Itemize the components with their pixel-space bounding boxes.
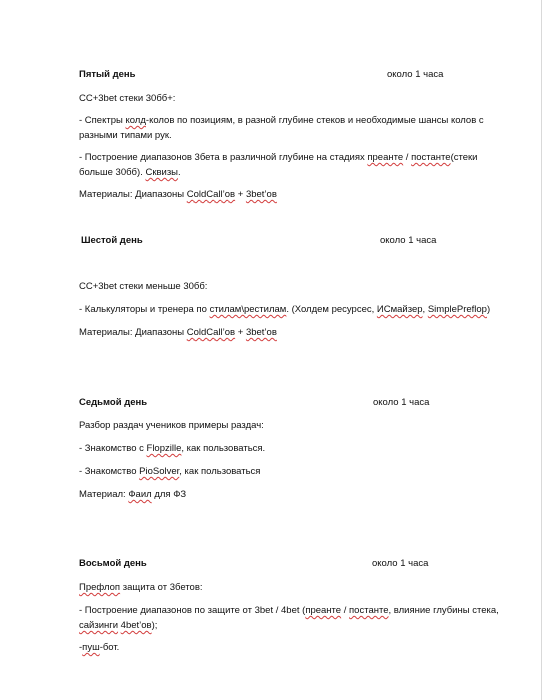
text-run: СС+3bet стеки меньше 30бб: (79, 281, 208, 292)
text-run: - Построение диапазонов 3бета в различной глубине на стадиях (79, 152, 368, 163)
text-run: Разбор раздач учеников примеры раздач: (79, 420, 264, 431)
text-run: Материалы: Диапазоны (79, 327, 187, 338)
text-run: - Калькуляторы и тренера по (79, 304, 210, 315)
flagged-word: колд (125, 115, 146, 126)
text-run: / (403, 152, 412, 163)
paragraph (79, 441, 499, 456)
text-run: защита от 3бетов: (120, 582, 203, 593)
flagged-word: стилам\рестилам (209, 304, 287, 315)
materials-line (79, 325, 499, 340)
section-duration: около 1 часа (373, 397, 430, 408)
text-run: Материалы: Диапазоны (79, 189, 187, 200)
text-run: ); (151, 620, 158, 631)
paragraph (79, 113, 499, 143)
flagged-word: PioSolver (139, 466, 180, 477)
paragraph (79, 302, 499, 317)
materials-line (79, 187, 499, 202)
flagged-word: ColdCall’ов (186, 327, 236, 338)
flagged-word: пуш (82, 642, 100, 653)
text-run: для ФЗ (151, 489, 187, 500)
flagged-word: Префлоп (79, 582, 121, 593)
flagged-word: 3bet’ов (245, 327, 277, 338)
paragraph (79, 91, 499, 106)
flagged-word: Сквизы (145, 167, 179, 178)
flagged-word: преанте (305, 605, 342, 616)
section-duration: около 1 часа (380, 235, 437, 246)
text-run: / (341, 605, 350, 616)
text-run: . (Холдем ресурсес, (286, 304, 377, 315)
paragraph (79, 279, 499, 294)
text-run: ) (486, 304, 491, 315)
flagged-word: Фаил (128, 489, 152, 500)
text-run: - Знакомство (79, 466, 140, 477)
paragraph (79, 418, 499, 433)
paragraph (79, 640, 499, 655)
text-run: - Построение диапазонов по защите от 3bet / 4bet ( (79, 605, 306, 616)
paragraph (79, 603, 499, 633)
text-run: -бот. (99, 642, 120, 653)
flagged-word: ИСмайзер (376, 304, 423, 315)
text-run: , как пользоваться (179, 466, 261, 477)
paragraph (79, 150, 499, 180)
text-run: - Спектры (79, 115, 126, 126)
text-run: - (79, 642, 83, 653)
section-title: Седьмой день (79, 397, 148, 408)
paragraph (79, 580, 499, 595)
flagged-word: Flopzille (146, 443, 182, 454)
flagged-word: преанте (367, 152, 404, 163)
text-run: , как пользоваться. (181, 443, 266, 454)
text-run: Материал: (79, 489, 129, 500)
section-duration: около 1 часа (372, 558, 429, 569)
text-run: -колов по позициям, в разной глубине стеков и необходимые шансы колов с разными типами рук. (79, 115, 484, 141)
text-run: + (235, 189, 246, 200)
text-run: , влияние глубины стека, (388, 605, 499, 616)
text-run: СС+3bet стеки 30бб+: (79, 93, 176, 104)
flagged-word: 4bet’ов (120, 620, 152, 631)
paragraph (79, 464, 499, 479)
flagged-word: SimplePreflop (427, 304, 487, 315)
text-run: , (422, 304, 428, 315)
section-duration: около 1 часа (387, 69, 444, 80)
text-run: (стеки больше 30бб). (79, 152, 478, 178)
flagged-word: сайзинги (79, 620, 119, 631)
section-title: Пятый день (79, 69, 136, 80)
materials-line (79, 487, 499, 502)
text-run: + (235, 327, 246, 338)
section-title: Шестой день (81, 235, 143, 246)
text-run: - Знакомство с (79, 443, 147, 454)
flagged-word: ColdCall’ов (186, 189, 236, 200)
flagged-word: 3bet’ов (245, 189, 277, 200)
section-title: Восьмой день (79, 558, 147, 569)
flagged-word: постанте (349, 605, 389, 616)
text-run: . (178, 167, 181, 178)
flagged-word: постанте (411, 152, 451, 163)
